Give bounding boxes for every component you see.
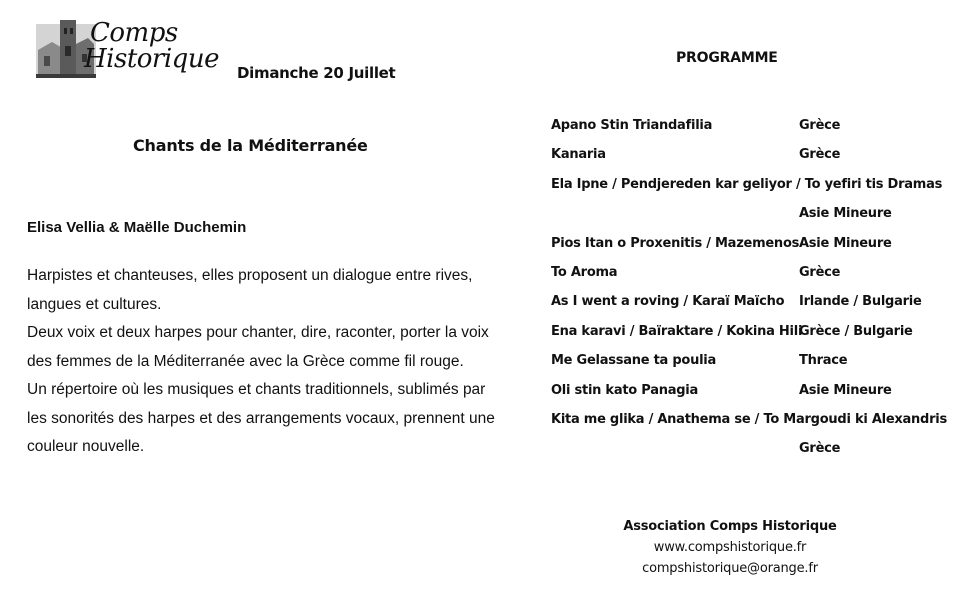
song-origin: Grèce [799, 147, 841, 163]
logo [36, 16, 236, 80]
programme-row [551, 200, 951, 229]
song-title: Me Gelassane ta poulia [551, 353, 717, 369]
song-title: Ena karavi / Baïraktare / Kokina Hili [551, 323, 803, 339]
programme-row [551, 377, 951, 406]
song-origin: Grèce / Bulgarie [799, 323, 913, 339]
event-date: Dimanche 20 Juillet [237, 64, 396, 82]
programme-title: PROGRAMME [676, 50, 778, 66]
email-link[interactable]: compshistorique@orange.fr [642, 561, 818, 576]
programme-row [551, 347, 951, 376]
event-description [27, 262, 497, 462]
song-origin: Thrace [799, 353, 848, 369]
programme-row [551, 259, 951, 288]
song-origin: Grèce [799, 441, 841, 457]
organization-name: Association Comps Historique [623, 519, 837, 534]
programme-row [551, 141, 951, 170]
programme-row [551, 318, 951, 347]
song-title: Kanaria [551, 147, 606, 163]
website-link[interactable]: www.compshistorique.fr [653, 540, 807, 555]
song-title: Oli stin kato Panagia [551, 382, 699, 398]
programme-row [551, 288, 951, 317]
song-title: Pios Itan o Proxenitis / Mazemenos [551, 235, 800, 251]
description-paragraph: Harpistes et chanteuses, elles proposent un dialogue entre rives, langues et cultures. [27, 267, 473, 313]
programme-row [551, 112, 951, 141]
logo-line-1: Comps [90, 18, 178, 48]
song-origin: Asie Mineure [799, 235, 892, 251]
programme-row [551, 171, 951, 200]
song-origin: Irlande / Bulgarie [799, 294, 922, 310]
programme-row [551, 435, 951, 464]
description-paragraph: Deux voix et deux harpes pour chanter, dire, raconter, porter la voix des femmes de la Méditerranée avec la Grèce comme fil rouge. [27, 324, 489, 370]
song-title: Kita me glika / Anathema se / To Margoudi ki Alexandris [551, 411, 947, 427]
logo-line-2: Historique [84, 44, 219, 74]
song-title: Ela Ipne / Pendjereden kar geliyor / To yefiri tis Dramas [551, 176, 943, 192]
song-title: To Aroma [551, 264, 618, 280]
description-paragraph: Un répertoire où les musiques et chants traditionnels, sublimés par les sonorités des harpes et des arrangements vocaux, prennent une couleur nouvelle. [27, 381, 495, 455]
logo-text [84, 18, 219, 74]
footer-contact [590, 516, 870, 579]
song-origin: Grèce [799, 264, 841, 280]
programme-row [551, 230, 951, 259]
song-title: Apano Stin Triandafilia [551, 118, 713, 133]
programme-list [551, 112, 951, 465]
song-origin: Grèce [799, 118, 841, 133]
event-title: Chants de la Méditerranée [133, 136, 368, 155]
song-origin: Asie Mineure [799, 382, 892, 398]
programme-row [551, 406, 951, 435]
performers: Elisa Vellia & Maëlle Duchemin [27, 219, 247, 236]
song-origin: Asie Mineure [799, 206, 892, 222]
song-title: As I went a roving / Karaï Maïcho [551, 294, 785, 310]
